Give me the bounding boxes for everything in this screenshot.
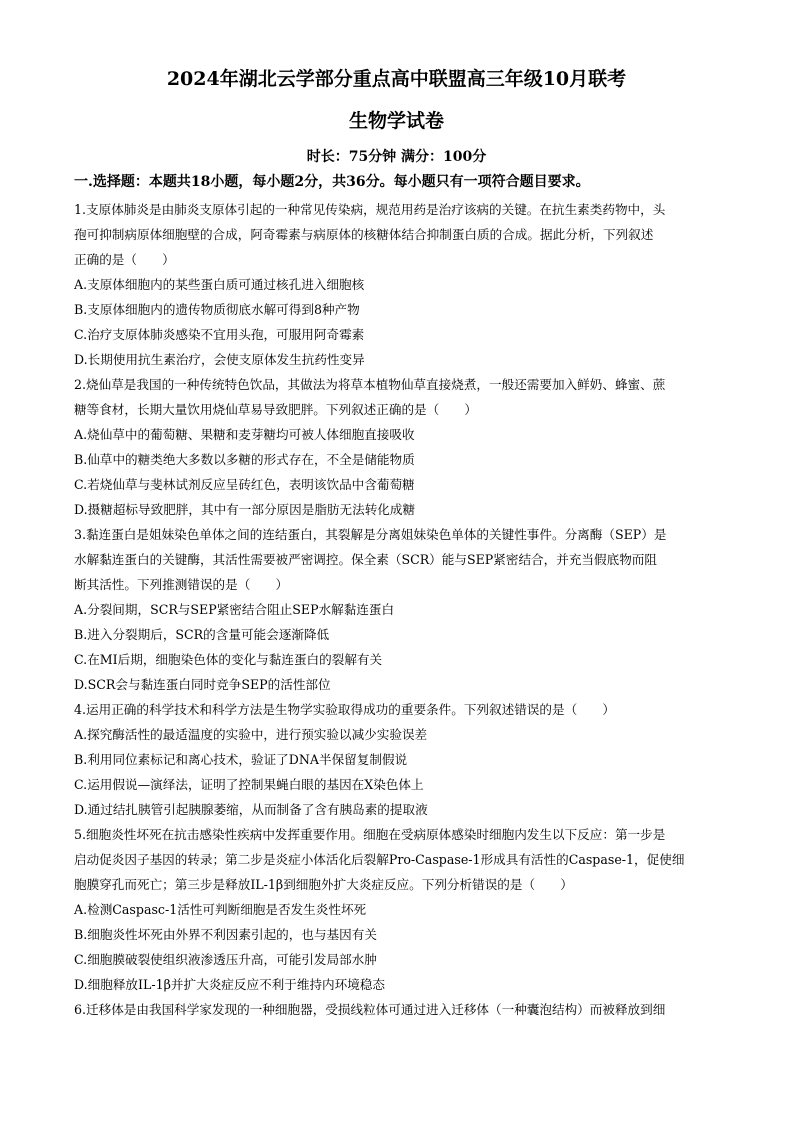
question-option: D.长期使用抗生素治疗，会使支原体发生抗药性变异	[74, 352, 365, 367]
question-2	[74, 372, 724, 522]
question-stem-line: 2.烧仙草是我国的一种传统特色饮品，其做法为将草本植物仙草直接烧煮，一般还需要加入鲜奶、蜂蜜、蔗	[74, 377, 666, 392]
question-3	[74, 522, 724, 697]
question-option: B.仙草中的糖类绝大多数以多糖的形式存在，不全是储能物质	[74, 452, 415, 467]
question-option: D.细胞释放IL-1β并扩大炎症反应不利于维持内环境稳态	[74, 977, 386, 992]
exam-title: 2024年湖北云学部分重点高中联盟高三年级10月联考	[166, 68, 627, 90]
question-option: B.利用同位素标记和离心技术，验证了DNA半保留复制假说	[74, 752, 408, 767]
question-option: D.SCR会与黏连蛋白同时竞争SEP的活性部位	[74, 677, 331, 692]
question-stem-line: 胞膜穿孔而死亡；第三步是释放IL-1β到细胞外扩大炎症反应。下列分析错误的是（ ）	[74, 877, 573, 892]
question-option: C.运用假说—演绎法，证明了控制果蝇白眼的基因在X染色体上	[74, 777, 424, 792]
question-option: B.细胞炎性坏死由外界不利因素引起的，也与基因有关	[74, 927, 377, 942]
question-option: D.通过结扎胰管引起胰腺萎缩，从而制备了含有胰岛素的提取液	[74, 802, 428, 817]
question-option: A.支原体细胞内的某些蛋白质可通过核孔进入细胞核	[74, 277, 365, 292]
question-option: C.治疗支原体肺炎感染不宜用头孢，可服用阿奇霉素	[74, 327, 365, 342]
question-option: D.摄糖超标导致肥胖，其中有一部分原因是脂肪无法转化成糖	[74, 502, 416, 517]
question-option: A.分裂间期，SCR与SEP紧密结合阻止SEP水解黏连蛋白	[74, 602, 395, 617]
questions-list	[74, 197, 724, 1022]
question-stem-line: 3.黏连蛋白是姐妹染色单体之间的连结蛋白，其裂解是分离姐妹染色单体的关键性事件。分离酶（SEP）是	[74, 527, 667, 542]
question-option: C.若烧仙草与斐林试剂反应呈砖红色，表明该饮品中含葡萄糖	[74, 477, 415, 492]
question-option: C.在MI后期，细胞染色体的变化与黏连蛋白的裂解有关	[74, 652, 383, 667]
exam-meta: 时长：75分钟 满分：100分	[306, 149, 487, 165]
question-stem-line: 孢可抑制病原体细胞壁的合成，阿奇霉素与病原体的核糖体结合抑制蛋白质的合成。据此分析，下列叙述	[74, 227, 654, 242]
question-option: B.进入分裂期后，SCR的含量可能会逐渐降低	[74, 627, 330, 642]
question-option: B.支原体细胞内的遗传物质彻底水解可得到8种产物	[74, 302, 360, 317]
question-option: A.探究酶活性的最适温度的实验中，进行预实验以减少实验误差	[74, 727, 428, 742]
question-option: A.烧仙草中的葡萄糖、果糖和麦芽糖均可被人体细胞直接吸收	[74, 427, 415, 442]
section-heading: 一.选择题：本题共18小题，每小题2分，共36分。每小题只有一项符合题目要求。	[74, 174, 590, 190]
question-6	[74, 997, 724, 1022]
question-1	[74, 197, 724, 372]
question-stem-line: 水解黏连蛋白的关键酶，其活性需要被严密调控。保全素（SCR）能与SEP紧密结合，并充当假底物而阻	[74, 552, 657, 567]
question-option: A.检测Caspasc-1活性可判断细胞是否发生炎性坏死	[74, 902, 367, 917]
question-stem-line: 启动促炎因子基因的转录；第二步是炎症小体活化后裂解Pro-Caspase-1形成具有活性的Caspase-1，促使细	[74, 852, 685, 867]
question-stem-line: 断其活性。下列推测错误的是（ ）	[74, 577, 289, 592]
question-stem-line: 4.运用正确的科学技术和科学方法是生物学实验取得成功的重要条件。下列叙述错误的是（ ）	[74, 702, 615, 717]
question-5	[74, 822, 724, 997]
exam-subtitle: 生物学试卷	[348, 110, 444, 132]
question-option: C.细胞膜破裂使组织液渗透压升高，可能引发局部水肿	[74, 952, 377, 967]
question-stem-line: 5.细胞炎性坏死在抗击感染性疾病中发挥重要作用。细胞在受病原体感染时细胞内发生以下反应：第一步是	[74, 827, 666, 842]
question-4	[74, 697, 724, 822]
question-stem-line: 1.支原体肺炎是由肺炎支原体引起的一种常见传染病，规范用药是治疗该病的关键。在抗生素类药物中，头	[74, 202, 666, 217]
question-stem-line: 6.迁移体是由我国科学家发现的一种细胞器，受损线粒体可通过进入迁移体（一种囊泡结构）而被释放到细	[74, 1002, 666, 1017]
question-stem-line: 糖等食材，长期大量饮用烧仙草易导致肥胖。下列叙述正确的是（ ）	[74, 402, 477, 417]
question-stem-line: 正确的是（ ）	[74, 252, 175, 267]
